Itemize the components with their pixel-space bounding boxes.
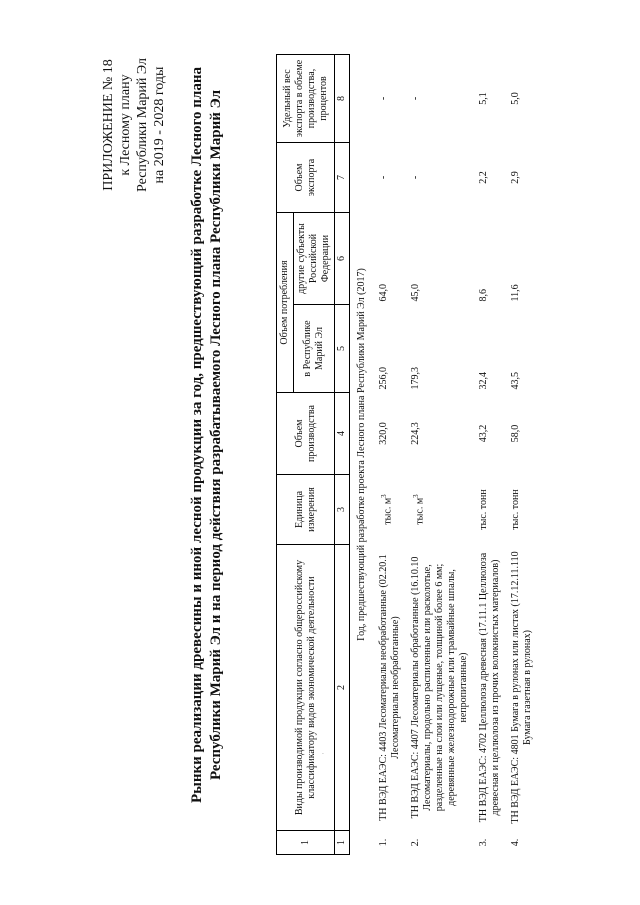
export-value: - — [378, 175, 389, 180]
other-subjects-value: 64,0 — [378, 284, 389, 302]
in-republic-value: 256,0 — [378, 367, 389, 390]
export-value: 2,9 — [510, 171, 521, 184]
period-label: Год, предшествующий разработке проекта Лесного плана Республики Марий Эл (2017) — [356, 268, 367, 641]
share-value: 5,0 — [510, 92, 521, 105]
row-number: 3. — [478, 838, 489, 847]
unit-cell — [406, 475, 474, 545]
appendix-period: на 2019 - 2028 годы — [152, 66, 167, 184]
column-number: 4 — [335, 393, 350, 475]
unit-cell — [474, 475, 506, 545]
in-republic-value: 43,5 — [510, 372, 521, 390]
header-other-subjects: другие субъекты Российской Федерации — [294, 213, 335, 305]
in-republic-value: 32,4 — [478, 372, 489, 390]
product-name: ТН ВЭД ЕАЭС: 4801 Бумага в рулонах или листах (17.12.11.110 Бумага газетная в рулонах) — [510, 551, 533, 824]
production-value: 43,2 — [478, 424, 489, 443]
unit-text: тыс. тонн — [510, 489, 521, 530]
appendix-line: к Лесному плану — [118, 74, 133, 176]
row-number: 4. — [510, 838, 521, 847]
row-number: 2. — [410, 838, 421, 847]
production-value: 58,0 — [510, 424, 521, 443]
product-name: ТН ВЭД ЕАЭС: 4407 Лесоматериалы обработанные (16.10.10 Лесоматериалы, продольно распиленные или расколотые, разделенные на слои или лущеные, толщиной более 6 мм; деревянные железнодорожные или трамвайные шпалы, непропитанные) — [410, 556, 469, 819]
share-value: 5,1 — [478, 92, 489, 105]
table-row — [506, 55, 538, 855]
unit-cell — [374, 475, 406, 545]
column-number: 1 — [335, 831, 350, 855]
unit-text: тыс. м — [382, 497, 394, 525]
header-no: 1 — [277, 831, 335, 855]
unit-text: тыс. м — [414, 497, 426, 525]
unit-superscript: 3 — [380, 494, 388, 498]
unit-superscript: 3 — [412, 494, 420, 498]
markets-table — [258, 54, 538, 855]
appendix-number: ПРИЛОЖЕНИЕ № 18 — [101, 59, 116, 191]
period-row — [350, 55, 375, 855]
appendix-line: Республики Марий Эл — [135, 58, 150, 192]
column-number: 3 — [335, 475, 350, 545]
other-subjects-value: 8,6 — [478, 289, 489, 302]
header-unit: Единица измерения — [277, 475, 335, 545]
unit-text: тыс. тонн — [478, 489, 489, 530]
production-value: 320,0 — [378, 422, 389, 445]
table-top-gap — [258, 55, 277, 855]
header-consumption: Объем потребления — [277, 213, 294, 393]
other-subjects-value: 11,6 — [510, 284, 521, 302]
column-number: 2 — [335, 545, 350, 831]
share-value: - — [378, 96, 389, 101]
scan-mark: · — [318, 752, 328, 755]
production-value: 224,3 — [410, 422, 421, 445]
document-title — [188, 45, 226, 825]
export-value: 2,2 — [478, 171, 489, 184]
export-value: - — [410, 175, 421, 180]
header-in-republic: в Республике Марий Эл — [294, 305, 335, 393]
header-row — [277, 55, 294, 855]
product-name: ТН ВЭД ЕАЭС: 4403 Лесоматериалы необработанные (02.20.1 Лесоматериалы необработанные) — [378, 554, 401, 821]
other-subjects-value: 45,0 — [410, 284, 421, 302]
column-number: 8 — [335, 55, 350, 143]
appendix-caption — [100, 25, 168, 225]
column-numbers-row — [335, 55, 350, 855]
table-row — [406, 55, 474, 855]
unit-cell — [506, 475, 538, 545]
column-number: 5 — [335, 305, 350, 393]
share-value: - — [410, 96, 421, 101]
table-row — [374, 55, 406, 855]
row-number: 1. — [378, 838, 389, 847]
product-name: ТН ВЭД ЕАЭС: 4702 Целлюлоза древесная (17.11.1 Целлюлоза древесная и целлюлоза из прочих волокнистых материалов) — [478, 552, 501, 823]
title-line: Рынки реализации древесины и иной лесной продукции за год, предшествующий разработке Лесного плана — [189, 67, 205, 804]
title-line: Республики Марий Эл и на период действия разрабатываемого Лесного плана Республики Марий Эл — [208, 89, 224, 781]
header-share: Удельный вес экспорта в объеме производства, процентов — [277, 55, 335, 143]
header-kind: Виды производимой продукции согласно общероссийскому классификатору видов экономической деятельности — [277, 545, 335, 831]
header-export: Объем экспорта — [277, 143, 335, 213]
table-row — [474, 55, 506, 855]
column-number: 7 — [335, 143, 350, 213]
header-production: Объем производства — [277, 393, 335, 475]
in-republic-value: 179,3 — [410, 367, 421, 390]
column-number: 6 — [335, 213, 350, 305]
